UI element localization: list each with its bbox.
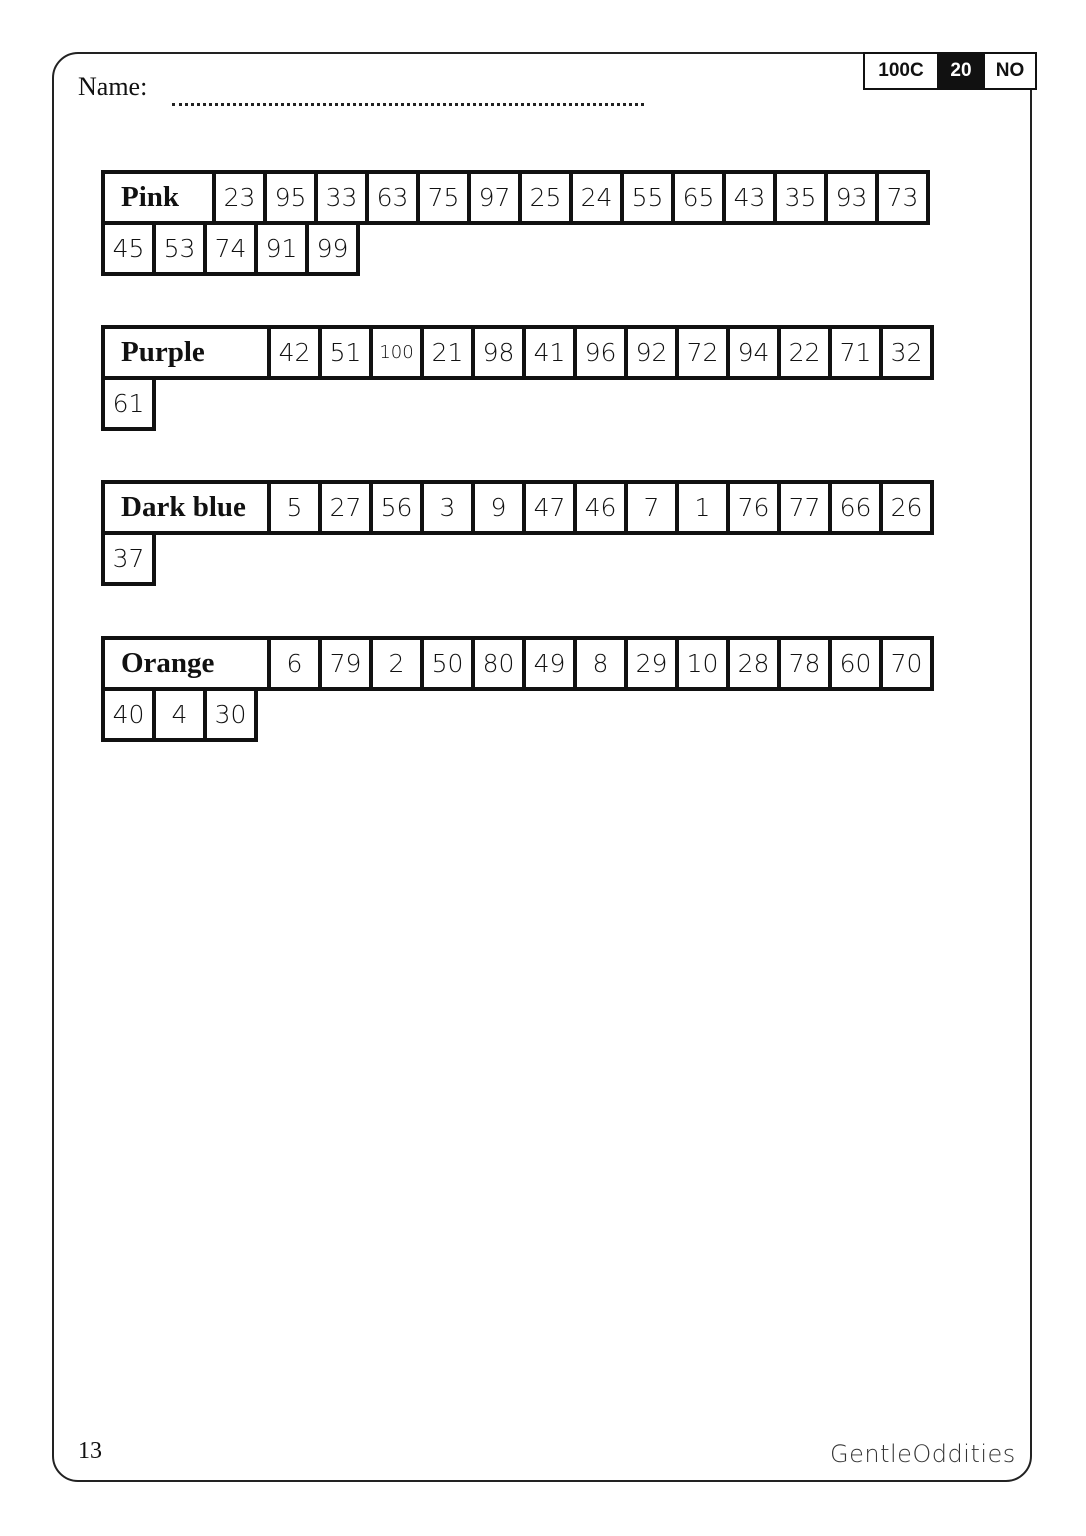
number-cell[interactable]: 23 <box>212 170 267 225</box>
group-row-1 <box>101 636 934 691</box>
number-cell[interactable]: 100 <box>369 325 424 380</box>
number-cell[interactable]: 43 <box>722 170 777 225</box>
page-number: 13 <box>78 1438 102 1464</box>
group-label: Orange <box>101 636 271 691</box>
number-cell[interactable]: 94 <box>726 325 781 380</box>
number-cell[interactable]: 8 <box>573 636 628 691</box>
group-label: Purple <box>101 325 271 380</box>
group-row-1 <box>101 325 934 380</box>
number-cell[interactable]: 78 <box>777 636 832 691</box>
brand-logo: GentleOddities <box>830 1440 1016 1468</box>
number-cell[interactable]: 2 <box>369 636 424 691</box>
number-cell[interactable]: 56 <box>369 480 424 535</box>
group-orange <box>101 636 934 742</box>
number-cell[interactable]: 75 <box>416 170 471 225</box>
group-label: Dark blue <box>101 480 271 535</box>
number-cell[interactable]: 9 <box>471 480 526 535</box>
number-cell[interactable]: 63 <box>365 170 420 225</box>
number-cell[interactable]: 66 <box>828 480 883 535</box>
number-cell[interactable]: 79 <box>318 636 373 691</box>
number-cell[interactable]: 35 <box>773 170 828 225</box>
badge-code: NO <box>983 54 1035 88</box>
number-cell[interactable]: 50 <box>420 636 475 691</box>
number-cell[interactable]: 96 <box>573 325 628 380</box>
group-label: Pink <box>101 170 216 225</box>
number-cell[interactable]: 25 <box>518 170 573 225</box>
number-cell[interactable]: 32 <box>879 325 934 380</box>
number-cell[interactable]: 70 <box>879 636 934 691</box>
level-badge <box>863 52 1037 90</box>
number-cell[interactable]: 30 <box>203 687 258 742</box>
number-cell[interactable]: 95 <box>263 170 318 225</box>
number-cell[interactable]: 93 <box>824 170 879 225</box>
number-cell[interactable]: 24 <box>569 170 624 225</box>
group-row-2 <box>101 535 934 586</box>
number-cell[interactable]: 55 <box>620 170 675 225</box>
number-cell[interactable]: 98 <box>471 325 526 380</box>
number-cell[interactable]: 10 <box>675 636 730 691</box>
number-cell[interactable]: 21 <box>420 325 475 380</box>
number-cell[interactable]: 91 <box>254 221 309 276</box>
group-pink <box>101 170 930 276</box>
number-cell[interactable]: 33 <box>314 170 369 225</box>
number-cell[interactable]: 99 <box>305 221 360 276</box>
number-cell[interactable]: 5 <box>267 480 322 535</box>
badge-count: 20 <box>939 54 983 88</box>
name-line[interactable] <box>172 103 644 106</box>
number-cell[interactable]: 45 <box>101 221 156 276</box>
number-cell[interactable]: 3 <box>420 480 475 535</box>
number-cell[interactable]: 60 <box>828 636 883 691</box>
number-cell[interactable]: 7 <box>624 480 679 535</box>
number-cell[interactable]: 22 <box>777 325 832 380</box>
number-cell[interactable]: 6 <box>267 636 322 691</box>
group-purple <box>101 325 934 431</box>
number-cell[interactable]: 1 <box>675 480 730 535</box>
number-cell[interactable]: 41 <box>522 325 577 380</box>
number-cell[interactable]: 28 <box>726 636 781 691</box>
number-cell[interactable]: 76 <box>726 480 781 535</box>
group-row-1 <box>101 480 934 535</box>
number-cell[interactable]: 92 <box>624 325 679 380</box>
number-cell[interactable]: 29 <box>624 636 679 691</box>
number-cell[interactable]: 80 <box>471 636 526 691</box>
number-cell[interactable]: 47 <box>522 480 577 535</box>
number-cell[interactable]: 4 <box>152 687 207 742</box>
number-cell[interactable]: 65 <box>671 170 726 225</box>
number-cell[interactable]: 40 <box>101 687 156 742</box>
number-cell[interactable]: 46 <box>573 480 628 535</box>
name-label: Name: <box>78 72 148 101</box>
number-cell[interactable]: 71 <box>828 325 883 380</box>
number-cell[interactable]: 42 <box>267 325 322 380</box>
number-cell[interactable]: 27 <box>318 480 373 535</box>
number-cell[interactable]: 49 <box>522 636 577 691</box>
number-cell[interactable]: 74 <box>203 221 258 276</box>
number-cell[interactable]: 37 <box>101 531 156 586</box>
group-row-1 <box>101 170 930 225</box>
badge-range: 100C <box>865 54 939 88</box>
number-cell[interactable]: 73 <box>875 170 930 225</box>
group-dark-blue <box>101 480 934 586</box>
number-cell[interactable]: 61 <box>101 376 156 431</box>
group-row-2 <box>101 380 934 431</box>
number-cell[interactable]: 53 <box>152 221 207 276</box>
number-cell[interactable]: 77 <box>777 480 832 535</box>
number-cell[interactable]: 51 <box>318 325 373 380</box>
group-row-2 <box>101 225 930 276</box>
number-cell[interactable]: 72 <box>675 325 730 380</box>
group-row-2 <box>101 691 934 742</box>
number-cell[interactable]: 97 <box>467 170 522 225</box>
number-cell[interactable]: 26 <box>879 480 934 535</box>
